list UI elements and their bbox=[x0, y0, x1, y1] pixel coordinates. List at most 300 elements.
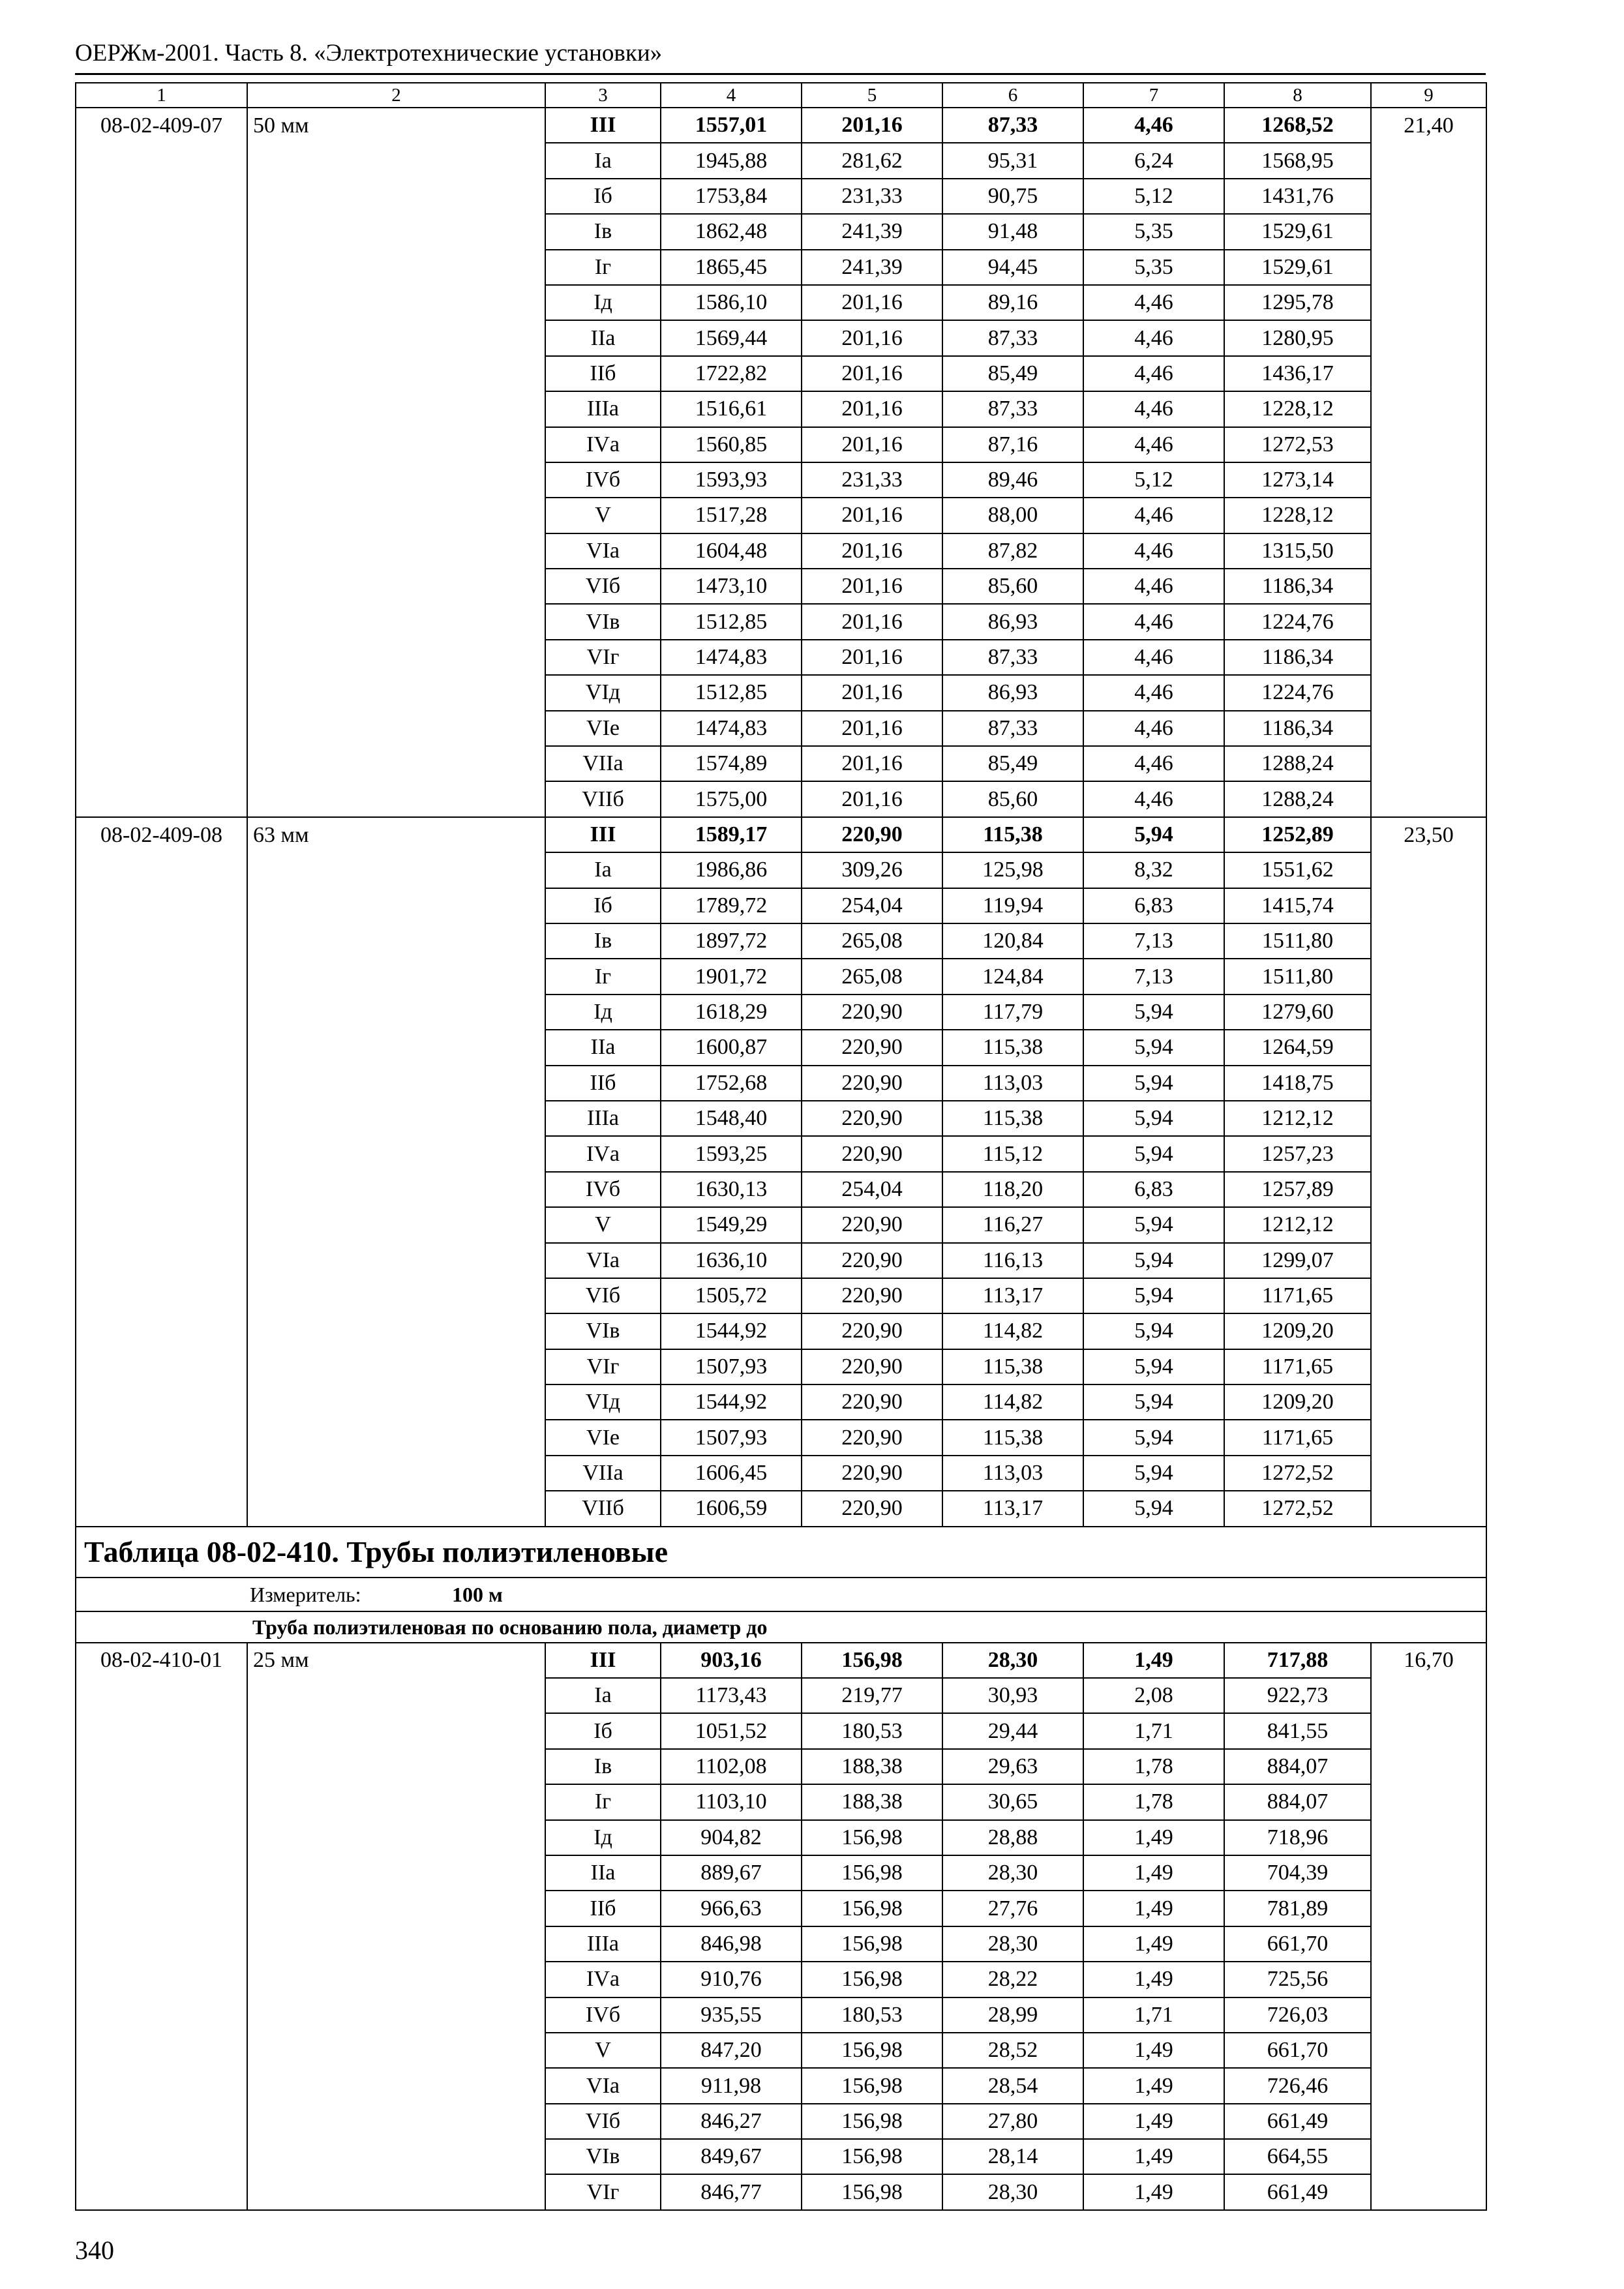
value-cell: 156,98 bbox=[802, 2033, 942, 2068]
value-cell: 188,38 bbox=[802, 1749, 942, 1784]
labor-cell bbox=[1371, 1278, 1486, 1313]
value-cell: 1,49 bbox=[1083, 2068, 1224, 2103]
value-cell: 7,13 bbox=[1083, 923, 1224, 959]
labor-cell bbox=[1371, 959, 1486, 994]
table-row bbox=[76, 1456, 1486, 1491]
value-cell: 156,98 bbox=[802, 2104, 942, 2139]
table-row bbox=[76, 1030, 1486, 1065]
diameter-cell bbox=[247, 391, 545, 426]
value-cell: 29,63 bbox=[942, 1749, 1083, 1784]
value-cell: 220,90 bbox=[802, 1243, 942, 1278]
labor-cell bbox=[1371, 179, 1486, 214]
value-cell: 4,46 bbox=[1083, 498, 1224, 533]
value-cell: 4,46 bbox=[1083, 569, 1224, 604]
diameter-cell bbox=[247, 1962, 545, 1997]
zone-cell: IIб bbox=[545, 1891, 661, 1926]
value-cell: 86,93 bbox=[942, 675, 1083, 710]
diameter-cell bbox=[247, 143, 545, 178]
column-number: 6 bbox=[942, 83, 1083, 108]
rate-code-cell bbox=[76, 959, 247, 994]
value-cell: 5,12 bbox=[1083, 179, 1224, 214]
rate-code-cell bbox=[76, 427, 247, 462]
value-cell: 85,49 bbox=[942, 746, 1083, 781]
value-cell: 704,39 bbox=[1224, 1855, 1371, 1891]
value-cell: 156,98 bbox=[802, 1891, 942, 1926]
table-row bbox=[76, 391, 1486, 426]
table-row bbox=[76, 2033, 1486, 2068]
diameter-cell bbox=[247, 1243, 545, 1278]
table-row bbox=[76, 1136, 1486, 1171]
zone-cell: VIв bbox=[545, 1313, 661, 1349]
value-cell: 231,33 bbox=[802, 462, 942, 498]
value-cell: 1272,52 bbox=[1224, 1491, 1371, 1526]
value-cell: 1280,95 bbox=[1224, 320, 1371, 355]
value-cell: 1511,80 bbox=[1224, 923, 1371, 959]
value-cell: 1507,93 bbox=[661, 1420, 802, 1455]
value-cell: 156,98 bbox=[802, 1855, 942, 1891]
table-row bbox=[76, 108, 1486, 143]
value-cell: 220,90 bbox=[802, 1136, 942, 1171]
labor-cell bbox=[1371, 143, 1486, 178]
rate-code-cell bbox=[76, 1420, 247, 1455]
table-row bbox=[76, 923, 1486, 959]
value-cell: 1209,20 bbox=[1224, 1313, 1371, 1349]
value-cell: 6,24 bbox=[1083, 143, 1224, 178]
table-row bbox=[76, 320, 1486, 355]
column-number-row bbox=[76, 83, 1486, 108]
table-row bbox=[76, 1313, 1486, 1349]
value-cell: 27,76 bbox=[942, 1891, 1083, 1926]
zone-cell: VIг bbox=[545, 1349, 661, 1384]
value-cell: 156,98 bbox=[802, 1926, 942, 1962]
zone-cell: Iа bbox=[545, 852, 661, 888]
labor-value: 23,50 bbox=[1371, 817, 1486, 852]
value-cell: 1606,59 bbox=[661, 1491, 802, 1526]
rate-code: 08-02-410-01 bbox=[76, 1643, 247, 1678]
value-cell: 1,71 bbox=[1083, 1997, 1224, 2033]
value-cell: 220,90 bbox=[802, 817, 942, 852]
value-cell: 4,46 bbox=[1083, 675, 1224, 710]
value-cell: 846,98 bbox=[661, 1926, 802, 1962]
value-cell: 309,26 bbox=[802, 852, 942, 888]
zone-cell: IVб bbox=[545, 462, 661, 498]
diameter-cell bbox=[247, 1820, 545, 1855]
labor-cell bbox=[1371, 1820, 1486, 1855]
value-cell: 87,33 bbox=[942, 391, 1083, 426]
labor-cell bbox=[1371, 1997, 1486, 2033]
value-cell: 1511,80 bbox=[1224, 959, 1371, 994]
table-row bbox=[76, 1384, 1486, 1420]
value-cell: 4,46 bbox=[1083, 711, 1224, 746]
value-cell: 201,16 bbox=[802, 569, 942, 604]
rate-code-cell bbox=[76, 1066, 247, 1101]
table-row bbox=[76, 1491, 1486, 1526]
labor-cell bbox=[1371, 923, 1486, 959]
rate-code-cell bbox=[76, 1926, 247, 1962]
table-row bbox=[76, 1643, 1486, 1678]
table-row bbox=[76, 1997, 1486, 2033]
value-cell: 846,27 bbox=[661, 2104, 802, 2139]
value-cell: 1529,61 bbox=[1224, 250, 1371, 285]
value-cell: 113,03 bbox=[942, 1456, 1083, 1491]
value-cell: 220,90 bbox=[802, 1278, 942, 1313]
diameter-cell bbox=[247, 640, 545, 675]
rate-code-cell bbox=[76, 2139, 247, 2174]
value-cell: 220,90 bbox=[802, 1066, 942, 1101]
value-cell: 2,08 bbox=[1083, 1678, 1224, 1713]
value-cell: 5,94 bbox=[1083, 1420, 1224, 1455]
value-cell: 220,90 bbox=[802, 1313, 942, 1349]
zone-cell: III bbox=[545, 108, 661, 143]
value-cell: 718,96 bbox=[1224, 1820, 1371, 1855]
value-cell: 1586,10 bbox=[661, 285, 802, 320]
table-row bbox=[76, 604, 1486, 639]
value-cell: 5,94 bbox=[1083, 1349, 1224, 1384]
rate-code-cell bbox=[76, 1891, 247, 1926]
value-cell: 1557,01 bbox=[661, 108, 802, 143]
table-row bbox=[76, 569, 1486, 604]
labor-value: 16,70 bbox=[1371, 1643, 1486, 1678]
diameter-cell bbox=[247, 427, 545, 462]
value-cell: 1295,78 bbox=[1224, 285, 1371, 320]
diameter-cell bbox=[247, 569, 545, 604]
value-cell: 5,94 bbox=[1083, 1066, 1224, 1101]
value-cell: 1512,85 bbox=[661, 675, 802, 710]
value-cell: 201,16 bbox=[802, 604, 942, 639]
value-cell: 5,94 bbox=[1083, 817, 1224, 852]
table-row bbox=[76, 1243, 1486, 1278]
value-cell: 254,04 bbox=[802, 888, 942, 923]
value-cell: 220,90 bbox=[802, 1384, 942, 1420]
value-cell: 156,98 bbox=[802, 1820, 942, 1855]
value-cell: 1604,48 bbox=[661, 533, 802, 569]
rate-code-cell bbox=[76, 711, 247, 746]
zone-cell: Iб bbox=[545, 1713, 661, 1748]
zone-cell: VIа bbox=[545, 1243, 661, 1278]
value-cell: 1568,95 bbox=[1224, 143, 1371, 178]
value-cell: 220,90 bbox=[802, 1207, 942, 1242]
section-spacer bbox=[76, 1611, 247, 1643]
rate-code-cell bbox=[76, 2174, 247, 2209]
labor-cell bbox=[1371, 1172, 1486, 1207]
value-cell: 180,53 bbox=[802, 1997, 942, 2033]
value-cell: 28,30 bbox=[942, 1855, 1083, 1891]
column-number: 5 bbox=[802, 83, 942, 108]
table-row bbox=[76, 1891, 1486, 1926]
zone-cell: IIа bbox=[545, 1855, 661, 1891]
zone-cell: Iв bbox=[545, 1749, 661, 1784]
value-cell: 1257,23 bbox=[1224, 1136, 1371, 1171]
value-cell: 904,82 bbox=[661, 1820, 802, 1855]
value-cell: 115,38 bbox=[942, 1030, 1083, 1065]
zone-cell: VIIб bbox=[545, 781, 661, 816]
zone-cell: Iб bbox=[545, 179, 661, 214]
labor-cell bbox=[1371, 1243, 1486, 1278]
rate-code-cell bbox=[76, 462, 247, 498]
rate-code-cell bbox=[76, 179, 247, 214]
value-cell: 1474,83 bbox=[661, 640, 802, 675]
zone-cell: Iд bbox=[545, 995, 661, 1030]
value-cell: 4,46 bbox=[1083, 356, 1224, 391]
zone-cell: VIб bbox=[545, 1278, 661, 1313]
page-number: 340 bbox=[75, 2236, 114, 2265]
rate-code-cell bbox=[76, 1243, 247, 1278]
value-cell: 113,03 bbox=[942, 1066, 1083, 1101]
value-cell: 201,16 bbox=[802, 533, 942, 569]
zone-cell: IIIа bbox=[545, 391, 661, 426]
value-cell: 661,49 bbox=[1224, 2174, 1371, 2209]
value-cell: 1186,34 bbox=[1224, 711, 1371, 746]
value-cell: 119,94 bbox=[942, 888, 1083, 923]
table-row bbox=[76, 285, 1486, 320]
column-number: 7 bbox=[1083, 83, 1224, 108]
value-cell: 156,98 bbox=[802, 1643, 942, 1678]
value-cell: 884,07 bbox=[1224, 1784, 1371, 1819]
value-cell: 1945,88 bbox=[661, 143, 802, 178]
column-number: 1 bbox=[76, 83, 247, 108]
value-cell: 1,49 bbox=[1083, 1820, 1224, 1855]
value-cell: 117,79 bbox=[942, 995, 1083, 1030]
value-cell: 201,16 bbox=[802, 711, 942, 746]
zone-cell: III bbox=[545, 1643, 661, 1678]
value-cell: 911,98 bbox=[661, 2068, 802, 2103]
rate-code: 08-02-409-07 bbox=[76, 108, 247, 143]
value-cell: 6,83 bbox=[1083, 888, 1224, 923]
value-cell: 1569,44 bbox=[661, 320, 802, 355]
value-cell: 1299,07 bbox=[1224, 1243, 1371, 1278]
value-cell: 241,39 bbox=[802, 250, 942, 285]
zone-cell: IIб bbox=[545, 1066, 661, 1101]
value-cell: 7,13 bbox=[1083, 959, 1224, 994]
value-cell: 1,49 bbox=[1083, 2033, 1224, 2068]
labor-cell bbox=[1371, 1891, 1486, 1926]
value-cell: 1544,92 bbox=[661, 1384, 802, 1420]
rate-code-cell bbox=[76, 1997, 247, 2033]
rate-code-cell bbox=[76, 995, 247, 1030]
column-number: 9 bbox=[1371, 83, 1486, 108]
diameter-cell bbox=[247, 2139, 545, 2174]
value-cell: 254,04 bbox=[802, 1172, 942, 1207]
labor-cell bbox=[1371, 2104, 1486, 2139]
value-cell: 1209,20 bbox=[1224, 1384, 1371, 1420]
rates-table-body bbox=[76, 83, 1486, 2210]
labor-cell bbox=[1371, 2033, 1486, 2068]
value-cell: 1,49 bbox=[1083, 2139, 1224, 2174]
table-row bbox=[76, 817, 1486, 852]
rate-code-cell bbox=[76, 1384, 247, 1420]
value-cell: 661,70 bbox=[1224, 2033, 1371, 2068]
diameter-cell bbox=[247, 498, 545, 533]
value-cell: 114,82 bbox=[942, 1313, 1083, 1349]
rate-code-cell bbox=[76, 1456, 247, 1491]
rate-code-cell bbox=[76, 923, 247, 959]
value-cell: 5,94 bbox=[1083, 1243, 1224, 1278]
zone-cell: IIIа bbox=[545, 1101, 661, 1136]
value-cell: 28,14 bbox=[942, 2139, 1083, 2174]
value-cell: 4,46 bbox=[1083, 108, 1224, 143]
diameter-cell bbox=[247, 995, 545, 1030]
value-cell: 156,98 bbox=[802, 2139, 942, 2174]
diameter-cell bbox=[247, 1713, 545, 1748]
diameter-cell bbox=[247, 1926, 545, 1962]
column-number: 2 bbox=[247, 83, 545, 108]
value-cell: 1224,76 bbox=[1224, 604, 1371, 639]
value-cell: 841,55 bbox=[1224, 1713, 1371, 1748]
value-cell: 124,84 bbox=[942, 959, 1083, 994]
zone-cell: V bbox=[545, 1207, 661, 1242]
value-cell: 265,08 bbox=[802, 959, 942, 994]
labor-cell bbox=[1371, 781, 1486, 816]
labor-cell bbox=[1371, 320, 1486, 355]
labor-cell bbox=[1371, 1678, 1486, 1713]
value-cell: 935,55 bbox=[661, 1997, 802, 2033]
value-cell: 910,76 bbox=[661, 1962, 802, 1997]
value-cell: 120,84 bbox=[942, 923, 1083, 959]
value-cell: 1186,34 bbox=[1224, 640, 1371, 675]
diameter-cell bbox=[247, 604, 545, 639]
value-cell: 1273,14 bbox=[1224, 462, 1371, 498]
value-cell: 116,27 bbox=[942, 1207, 1083, 1242]
labor-cell bbox=[1371, 2068, 1486, 2103]
value-cell: 1418,75 bbox=[1224, 1066, 1371, 1101]
value-cell: 87,33 bbox=[942, 320, 1083, 355]
value-cell: 1051,52 bbox=[661, 1713, 802, 1748]
value-cell: 125,98 bbox=[942, 852, 1083, 888]
zone-cell: III bbox=[545, 817, 661, 852]
value-cell: 1722,82 bbox=[661, 356, 802, 391]
diameter-cell bbox=[247, 1207, 545, 1242]
value-cell: 1,49 bbox=[1083, 1855, 1224, 1891]
value-cell: 1224,76 bbox=[1224, 675, 1371, 710]
value-cell: 4,46 bbox=[1083, 533, 1224, 569]
value-cell: 5,94 bbox=[1083, 1207, 1224, 1242]
diameter-cell bbox=[247, 356, 545, 391]
table-row bbox=[76, 959, 1486, 994]
table-row bbox=[76, 781, 1486, 816]
value-cell: 5,94 bbox=[1083, 1030, 1224, 1065]
table-row bbox=[76, 498, 1486, 533]
labor-cell bbox=[1371, 569, 1486, 604]
rates-table bbox=[75, 82, 1487, 2211]
value-cell: 1593,93 bbox=[661, 462, 802, 498]
table-row bbox=[76, 1207, 1486, 1242]
rate-code-cell bbox=[76, 1349, 247, 1384]
value-cell: 87,82 bbox=[942, 533, 1083, 569]
value-cell: 1288,24 bbox=[1224, 746, 1371, 781]
diameter-cell bbox=[247, 1313, 545, 1349]
value-cell: 1548,40 bbox=[661, 1101, 802, 1136]
labor-cell bbox=[1371, 1420, 1486, 1455]
rate-code-cell bbox=[76, 1820, 247, 1855]
rate-code-cell bbox=[76, 1101, 247, 1136]
zone-cell: IVб bbox=[545, 1997, 661, 2033]
labor-cell bbox=[1371, 888, 1486, 923]
table-row bbox=[76, 995, 1486, 1030]
column-number: 8 bbox=[1224, 83, 1371, 108]
value-cell: 1,49 bbox=[1083, 1926, 1224, 1962]
value-cell: 1,49 bbox=[1083, 2174, 1224, 2209]
table-row bbox=[76, 1349, 1486, 1384]
zone-cell: VIд bbox=[545, 1384, 661, 1420]
labor-cell bbox=[1371, 1384, 1486, 1420]
value-cell: 1,49 bbox=[1083, 2104, 1224, 2139]
value-cell: 726,46 bbox=[1224, 2068, 1371, 2103]
diameter-cell bbox=[247, 214, 545, 249]
value-cell: 201,16 bbox=[802, 746, 942, 781]
rate-code-cell bbox=[76, 1136, 247, 1171]
diameter-cell bbox=[247, 1749, 545, 1784]
value-cell: 201,16 bbox=[802, 356, 942, 391]
meter-row bbox=[76, 1578, 1486, 1611]
labor-cell bbox=[1371, 1101, 1486, 1136]
rate-code-cell bbox=[76, 143, 247, 178]
table-row bbox=[76, 1749, 1486, 1784]
value-cell: 220,90 bbox=[802, 995, 942, 1030]
value-cell: 1272,52 bbox=[1224, 1456, 1371, 1491]
value-cell: 85,60 bbox=[942, 569, 1083, 604]
value-cell: 849,67 bbox=[661, 2139, 802, 2174]
value-cell: 1529,61 bbox=[1224, 214, 1371, 249]
value-cell: 1228,12 bbox=[1224, 498, 1371, 533]
value-cell: 28,30 bbox=[942, 1643, 1083, 1678]
value-cell: 4,46 bbox=[1083, 781, 1224, 816]
rate-code-cell bbox=[76, 356, 247, 391]
diameter-cell bbox=[247, 1997, 545, 2033]
zone-cell: VIе bbox=[545, 1420, 661, 1455]
value-cell: 1264,59 bbox=[1224, 1030, 1371, 1065]
value-cell: 661,70 bbox=[1224, 1926, 1371, 1962]
labor-cell bbox=[1371, 1313, 1486, 1349]
value-cell: 87,16 bbox=[942, 427, 1083, 462]
value-cell: 1268,52 bbox=[1224, 108, 1371, 143]
diameter-cell bbox=[247, 2104, 545, 2139]
diameter-cell bbox=[247, 675, 545, 710]
value-cell: 1474,83 bbox=[661, 711, 802, 746]
value-cell: 1,49 bbox=[1083, 1643, 1224, 1678]
value-cell: 28,30 bbox=[942, 1926, 1083, 1962]
value-cell: 28,54 bbox=[942, 2068, 1083, 2103]
value-cell: 1600,87 bbox=[661, 1030, 802, 1065]
rate-code-cell bbox=[76, 1030, 247, 1065]
zone-cell: Iд bbox=[545, 1820, 661, 1855]
table-row bbox=[76, 1855, 1486, 1891]
rate-code-cell bbox=[76, 1713, 247, 1748]
zone-cell: VIг bbox=[545, 2174, 661, 2209]
diameter-cell bbox=[247, 1136, 545, 1171]
diameter-cell bbox=[247, 285, 545, 320]
zone-cell: Iг bbox=[545, 250, 661, 285]
diameter-cell bbox=[247, 1891, 545, 1926]
value-cell: 115,12 bbox=[942, 1136, 1083, 1171]
labor-value: 21,40 bbox=[1371, 108, 1486, 143]
diameter-cell bbox=[247, 959, 545, 994]
value-cell: 156,98 bbox=[802, 1962, 942, 1997]
labor-cell bbox=[1371, 533, 1486, 569]
value-cell: 220,90 bbox=[802, 1420, 942, 1455]
value-cell: 201,16 bbox=[802, 675, 942, 710]
labor-cell bbox=[1371, 746, 1486, 781]
column-number: 4 bbox=[661, 83, 802, 108]
labor-cell bbox=[1371, 1207, 1486, 1242]
table-title: Таблица 08-02-410. Трубы полиэтиленовые bbox=[76, 1527, 1486, 1578]
labor-cell bbox=[1371, 2174, 1486, 2209]
table-row bbox=[76, 1678, 1486, 1713]
value-cell: 180,53 bbox=[802, 1713, 942, 1748]
rate-code-cell bbox=[76, 250, 247, 285]
table-row bbox=[76, 1713, 1486, 1748]
zone-cell: VIд bbox=[545, 675, 661, 710]
rate-code-cell bbox=[76, 1749, 247, 1784]
